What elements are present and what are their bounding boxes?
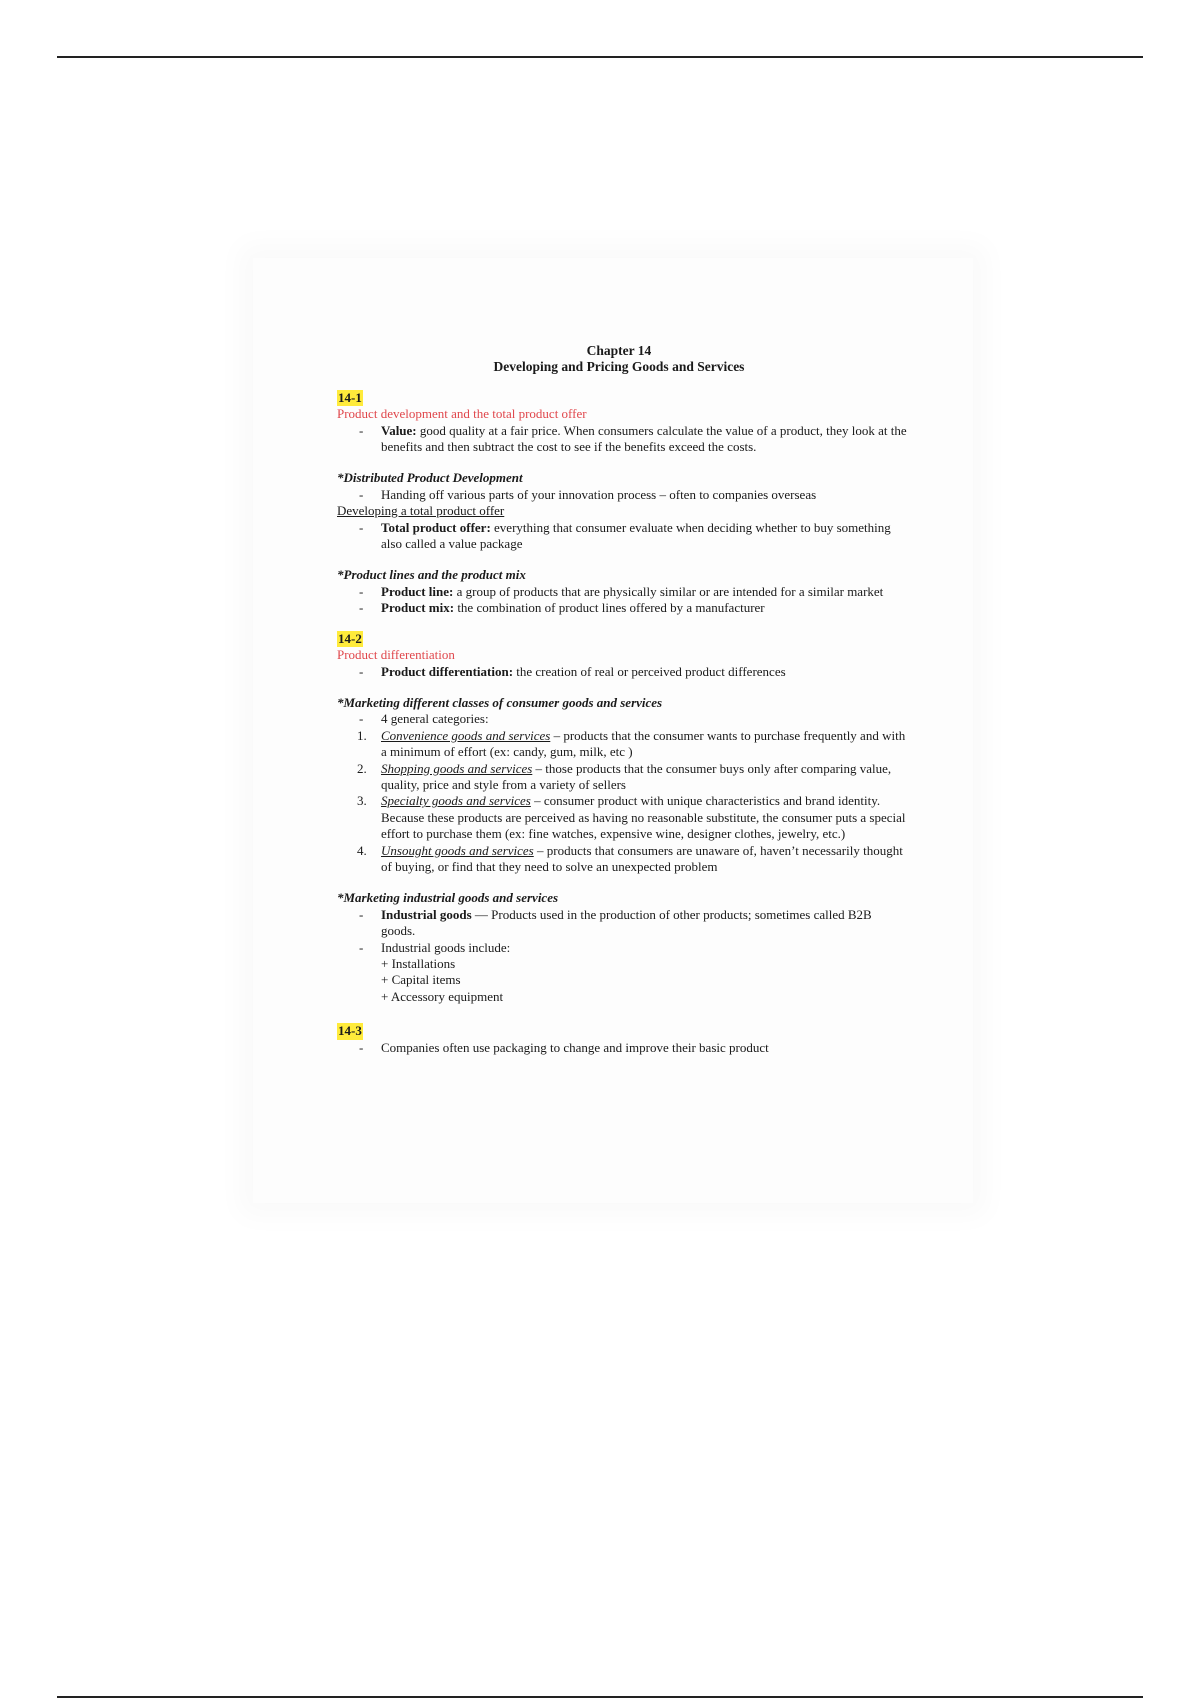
item-number: 4. <box>357 842 367 858</box>
term: Shopping goods and services <box>381 760 533 776</box>
definition: — Products used in the production of other products; sometimes called B2B goods. <box>381 906 872 939</box>
definition: a group of products that are physically similar or are intended for a similar market <box>453 583 884 599</box>
item-number: 3. <box>357 793 367 809</box>
chapter-label: Chapter 14 <box>586 343 652 358</box>
sub-item: + Capital items <box>381 972 461 988</box>
sub-item: + Installations <box>381 956 456 971</box>
item-number: 2. <box>357 760 367 776</box>
subheading: *Marketing different classes of consumer goods and services <box>337 694 663 710</box>
section-number: 14-1 <box>338 389 362 405</box>
section-heading: Product development and the total product offer <box>337 406 587 422</box>
section-number: 14-3 <box>338 1023 362 1039</box>
term: Total product offer: <box>381 519 491 535</box>
numbered-item <box>337 843 907 876</box>
definition: the creation of real or perceived product differences <box>513 663 786 679</box>
term: Value: <box>381 422 417 438</box>
numbered-item <box>337 793 907 842</box>
term: Product line: <box>381 583 454 599</box>
sub-item: + Accessory equipment <box>381 988 504 1004</box>
list-item <box>337 520 907 553</box>
chapter-title: Developing and Pricing Goods and Services <box>493 359 745 375</box>
bullet-marker: - <box>359 583 364 599</box>
term: Specialty goods and services <box>381 793 531 809</box>
list-item <box>337 584 907 600</box>
list-item <box>337 664 907 680</box>
section-14-3 <box>337 1023 907 1056</box>
section-heading: Product differentiation <box>337 647 455 663</box>
list-item <box>337 907 907 940</box>
numbered-item <box>337 761 907 794</box>
section-number: 14-2 <box>338 630 362 646</box>
bullet-marker: - <box>359 422 364 438</box>
item-number: 1. <box>357 727 367 743</box>
numbered-item <box>337 728 907 761</box>
bullet-marker: - <box>359 663 364 679</box>
bullet-marker: - <box>359 600 364 616</box>
document-body <box>337 343 907 1056</box>
item-text: 4 general categories: <box>381 711 489 727</box>
definition: everything that consumer evaluate when deciding whether to buy something also called a value package <box>381 519 891 552</box>
bullet-marker: - <box>359 486 364 502</box>
list-item <box>337 487 907 503</box>
term: Product differentiation: <box>381 663 514 679</box>
term: Unsought goods and services <box>381 842 534 858</box>
term: Product mix: <box>381 600 455 616</box>
item-text: Handing off various parts of your innovation process – often to companies overseas <box>381 486 817 502</box>
bullet-marker: - <box>359 906 364 922</box>
definition: – products that the consumer wants to purchase frequently and with a minimum of effort (ex: candy, gum, milk, etc ) <box>381 727 906 760</box>
subheading: *Marketing industrial goods and services <box>337 890 559 906</box>
section-14-1 <box>337 390 907 617</box>
subheading: *Product lines and the product mix <box>337 567 526 583</box>
definition: – those products that the consumer buys only after comparing value, quality, price and style from a variety of sellers <box>381 760 892 792</box>
subheading-underlined: Developing a total product offer <box>337 503 505 519</box>
bullet-marker: - <box>359 519 364 535</box>
top-rule <box>57 56 1143 58</box>
bullet-marker: - <box>359 711 364 727</box>
item-text: Companies often use packaging to change and improve their basic product <box>381 1039 769 1055</box>
bullet-marker: - <box>359 939 364 955</box>
bottom-rule <box>57 1696 1143 1698</box>
list-item <box>337 423 907 456</box>
subheading: *Distributed Product Development <box>337 470 523 486</box>
section-14-2 <box>337 631 907 1006</box>
list-item <box>337 600 907 616</box>
definition: good quality at a fair price. When consumers calculate the value of a product, they look at the benefits and then subtract the cost to see if the benefits exceed the costs. <box>381 422 907 455</box>
definition: the combination of product lines offered by a manufacturer <box>454 600 765 616</box>
bullet-marker: - <box>359 1039 364 1055</box>
term: Convenience goods and services <box>381 727 551 743</box>
definition: – consumer product with unique characteristics and brand identity. Because these products are perceived as having no reasonable substitute, the consumer puts a special effort to purchase them (ex: fine watches, expensive wine, designer clothes, jewelry, etc.) <box>381 793 906 842</box>
definition: – products that consumers are unaware of, haven’t necessarily thought of buying, or find that they need to solve an unexpected problem <box>381 842 903 874</box>
term: Industrial goods <box>381 906 472 922</box>
list-item <box>337 1040 907 1056</box>
list-item <box>337 711 907 727</box>
list-item <box>337 940 907 956</box>
item-text: Industrial goods include: <box>381 939 511 955</box>
